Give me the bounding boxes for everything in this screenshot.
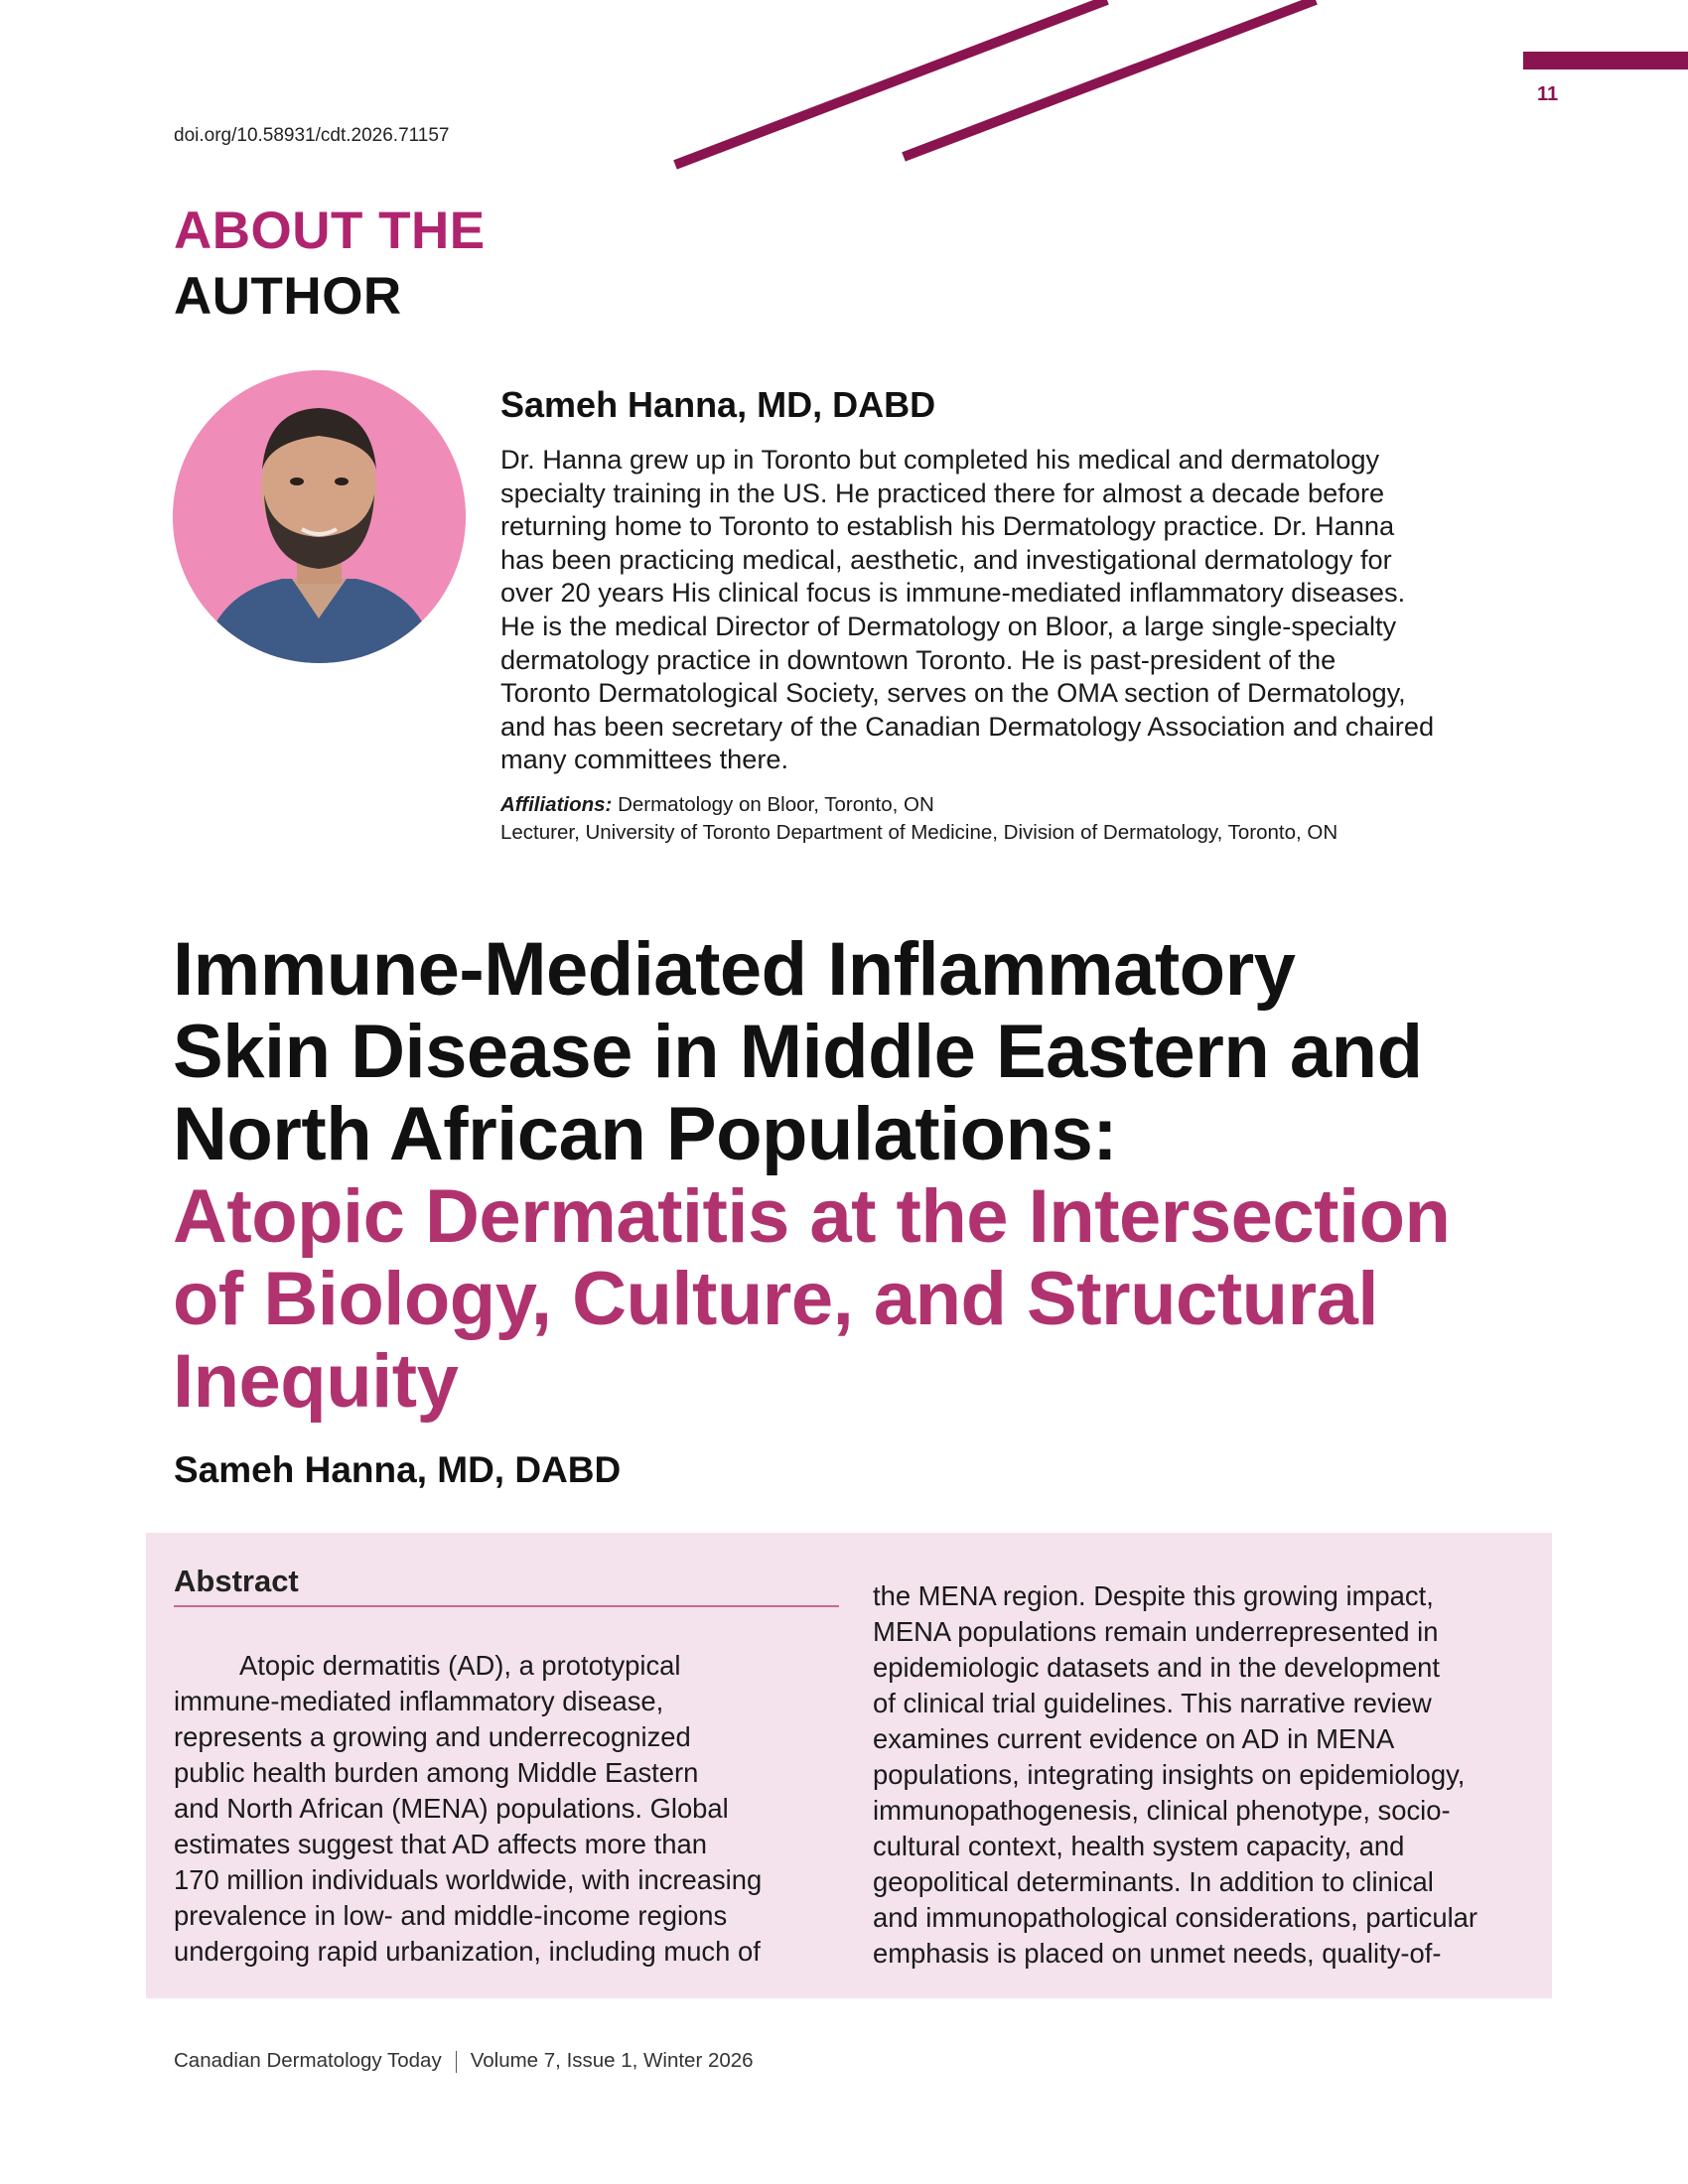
page-tab (1523, 52, 1688, 69)
doi-link[interactable]: doi.org/10.58931/cdt.2026.71157 (174, 125, 450, 146)
bio-line: has been practicing medical, aesthetic, and investigational dermatology for (500, 543, 1392, 575)
bio-line: Dr. Hanna grew up in Toronto but completed his medical and dermatology (500, 444, 1380, 475)
subtitle-line: Inequity (173, 1339, 459, 1424)
author-portrait-icon (173, 370, 466, 663)
title-line: Immune-Mediated Inflammatory (173, 927, 1296, 1012)
author-photo (173, 370, 466, 663)
bio-line: Toronto Dermatological Society, serves on the OMA section of Dermatology, (500, 677, 1406, 709)
journal-name: Canadian Dermatology Today (174, 2049, 442, 2072)
subtitle-line: of Biology, Culture, and Structural (173, 1257, 1379, 1341)
author-name: Sameh Hanna, MD, DABD (500, 384, 936, 425)
abstract-line: and immunopathological considerations, particular (873, 1902, 1478, 1933)
abstract-line: emphasis is placed on unmet needs, quality-of- (873, 1938, 1442, 1969)
about-heading-line2: AUTHOR (174, 267, 402, 326)
bio-line: and has been secretary of the Canadian Dermatology Association and chaired (500, 710, 1435, 742)
affiliation-line: Dermatology on Bloor, Toronto, ON (618, 793, 934, 816)
affiliation-line: Lecturer, University of Toronto Department of Medicine, Division of Dermatology, Toronto, ON (500, 821, 1338, 844)
bio-line: specialty training in the US. He practiced there for almost a decade before (500, 477, 1385, 508)
abstract-line: epidemiologic datasets and in the development (873, 1652, 1441, 1683)
bio-line: many committees there. (500, 744, 789, 775)
abstract-line: immunopathogenesis, clinical phenotype, socio- (873, 1795, 1451, 1826)
abstract-line: represents a growing and underrecognized (174, 1721, 691, 1752)
abstract-line: of clinical trial guidelines. This narrative review (873, 1688, 1432, 1718)
abstract-line: 170 million individuals worldwide, with increasing (174, 1864, 763, 1895)
author-bio (500, 443, 1543, 776)
abstract-column-1 (174, 1648, 829, 1970)
abstract-line: MENA populations remain underrepresented in (873, 1616, 1439, 1647)
abstract-line: estimates suggest that AD affects more than (174, 1829, 707, 1859)
affiliations (500, 791, 1337, 847)
diagonal-stripe (904, 0, 1316, 157)
abstract-line: populations, integrating insights on epidemiology, (873, 1759, 1466, 1790)
abstract-column-2 (873, 1578, 1548, 1972)
bio-line: returning home to Toronto to establish his Dermatology practice. Dr. Hanna (500, 510, 1395, 542)
abstract-line: public health burden among Middle Eastern (174, 1757, 699, 1788)
abstract-line: geopolitical determinants. In addition to clinical (873, 1866, 1434, 1897)
abstract-line: undergoing rapid urbanization, including much of (174, 1936, 761, 1967)
title-line: North African Populations: (173, 1092, 1118, 1176)
abstract-divider (174, 1605, 839, 1607)
title-line: Skin Disease in Middle Eastern and (173, 1010, 1423, 1094)
affiliations-label: Affiliations: (500, 793, 613, 816)
header-decoration (0, 0, 1688, 199)
diagonal-stripe (675, 0, 1107, 165)
issue-info: Volume 7, Issue 1, Winter 2026 (470, 2049, 754, 2072)
abstract-line: examines current evidence on AD in MENA (873, 1723, 1395, 1754)
subtitle-line: Atopic Dermatitis at the Intersection (173, 1174, 1451, 1259)
abstract-line: Atopic dermatitis (AD), a prototypical (239, 1650, 681, 1681)
abstract-heading: Abstract (174, 1564, 299, 1598)
page-number: 11 (1537, 83, 1559, 105)
bio-line: He is the medical Director of Dermatology on Bloor, a large single-specialty (500, 610, 1397, 641)
about-heading-line1: ABOUT THE (174, 202, 486, 260)
about-author-heading (174, 199, 486, 330)
abstract-line: immune-mediated inflammatory disease, (174, 1686, 664, 1716)
abstract-line: the MENA region. Despite this growing impact, (873, 1580, 1434, 1611)
article-title (173, 928, 1563, 1423)
abstract-line: prevalence in low- and middle-income regions (174, 1900, 728, 1931)
abstract-line: and North African (MENA) populations. Global (174, 1793, 729, 1824)
bio-line: dermatology practice in downtown Toronto. He is past-president of the (500, 643, 1336, 675)
bio-line: over 20 years His clinical focus is immune-mediated inflammatory diseases. (500, 577, 1406, 609)
page-footer (174, 2049, 754, 2073)
footer-separator (456, 2051, 457, 2073)
article-byline: Sameh Hanna, MD, DABD (174, 1449, 622, 1490)
abstract-line: cultural context, health system capacity, and (873, 1831, 1405, 1861)
